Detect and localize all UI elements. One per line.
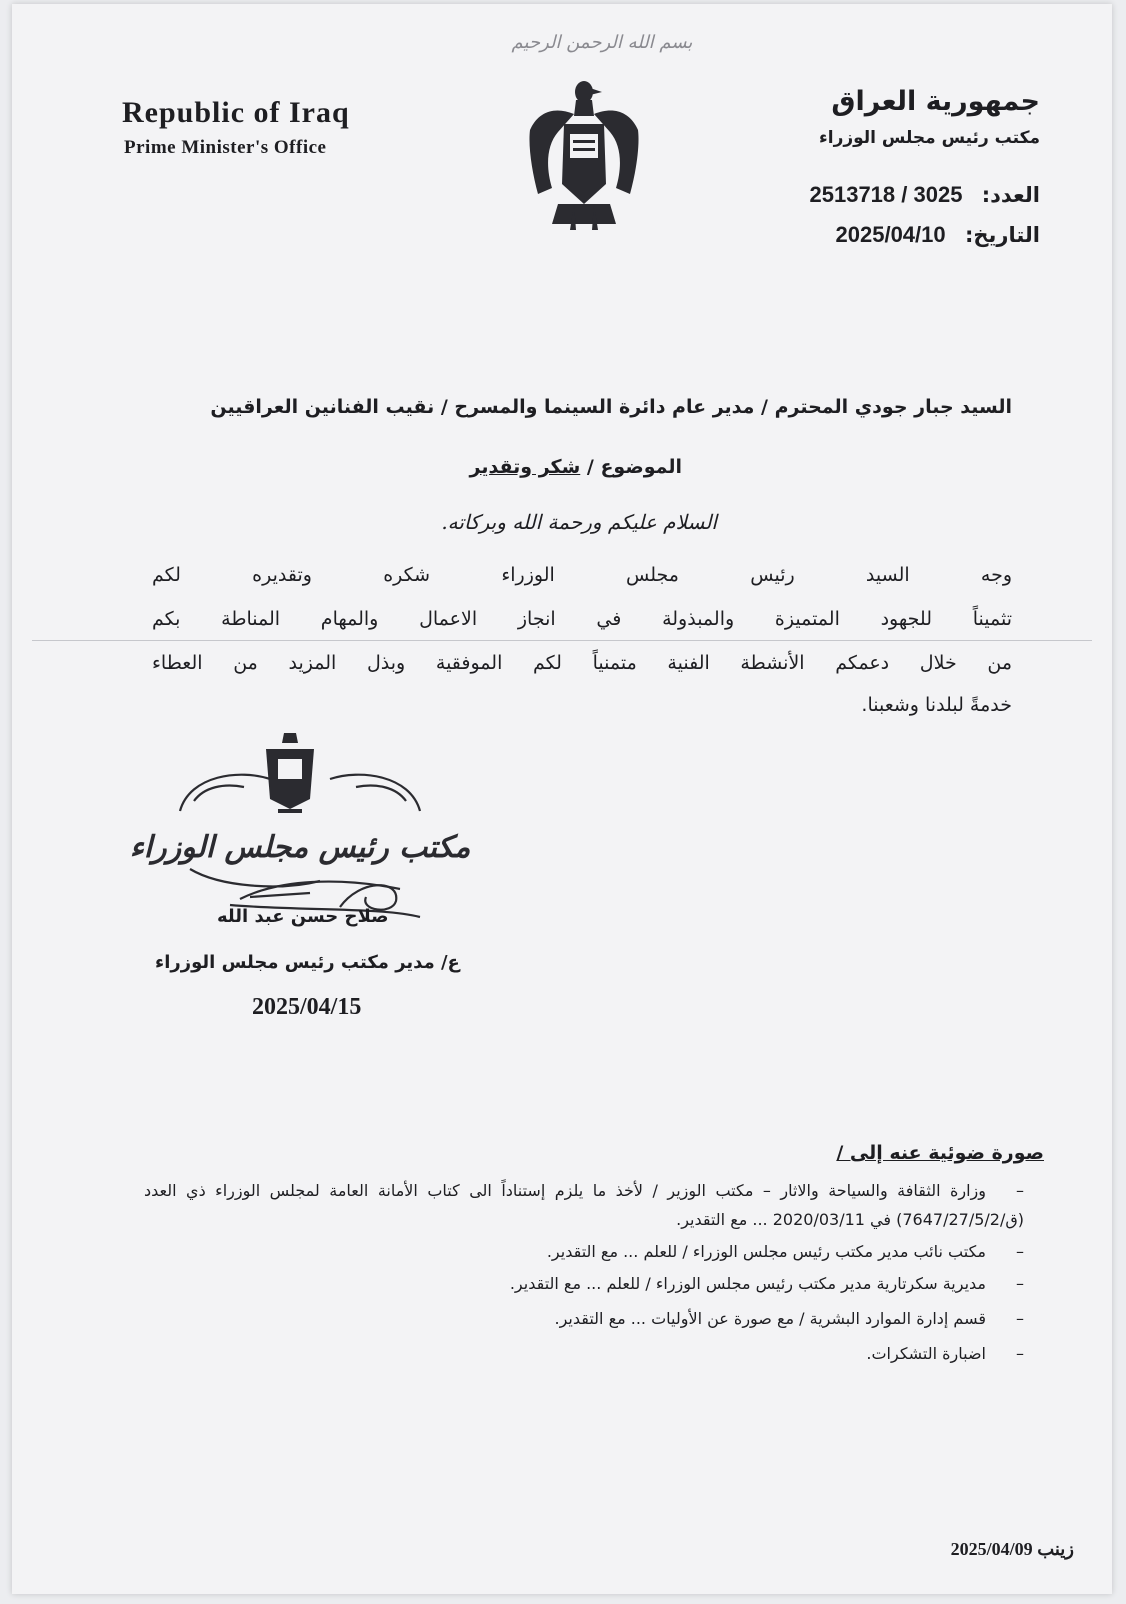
copy-recipient <box>547 1242 1024 1261</box>
subject-line <box>470 456 682 478</box>
reference-number <box>810 182 1041 208</box>
paper-fold-line <box>32 640 1092 641</box>
iraq-eagle-emblem <box>524 76 644 236</box>
typist-name: زينب <box>1037 1539 1074 1559</box>
letterhead-title-en: Republic of Iraq <box>122 96 350 129</box>
copy-recipient-primary <box>144 1176 1024 1234</box>
reference-value: 2513718 / 3025 <box>809 182 963 207</box>
basmala: بسم الله الرحمن الرحيم <box>511 32 693 53</box>
date-label: التاريخ: <box>964 223 1040 247</box>
stamp-text: مكتب رئيس مجلس الوزراء <box>129 830 471 865</box>
letter-date <box>836 222 1040 248</box>
office-stamp <box>129 729 471 929</box>
body-line: من خلال دعمكم الأنشطة الفنية متمنياً لكم الموفقية وبذل المزيد من العطاء <box>152 652 1012 674</box>
list-dash: – <box>1016 1242 1024 1261</box>
letterhead-office-ar: مكتب رئيس مجلس الوزراء <box>819 128 1040 148</box>
subject-label: الموضوع / <box>586 456 682 478</box>
typist-date: 2025/04/09 <box>950 1539 1033 1559</box>
list-dash: – <box>1016 1344 1024 1363</box>
copy-recipient-text: مديرية سكرتارية مدير مكتب رئيس مجلس الوزراء / للعلم ... مع التقدير. <box>509 1274 986 1293</box>
body-line: وجه السيد رئيس مجلس الوزراء شكره وتقديره لكم <box>152 564 1012 586</box>
subject-value: شكر وتقدير <box>469 456 581 478</box>
letter-page <box>12 4 1112 1594</box>
copy-recipient-text: اضبارة التشكرات. <box>866 1344 986 1363</box>
copies-heading: صورة ضوئية عنه إلى / <box>836 1142 1044 1164</box>
letterhead-title-ar: جمهورية العراق <box>831 86 1040 117</box>
list-dash: – <box>1016 1274 1024 1293</box>
copy-recipient-text: مكتب نائب مدير مكتب رئيس مجلس الوزراء / للعلم ... مع التقدير. <box>546 1242 986 1261</box>
copy-recipient <box>554 1309 1024 1328</box>
list-dash: – <box>1016 1309 1024 1328</box>
copy-recipient <box>866 1344 1024 1363</box>
signatory-name: صلاح حسن عبد الله <box>217 906 389 927</box>
signature-date: 2025/04/15 <box>252 994 362 1020</box>
reference-label: العدد: <box>981 183 1040 207</box>
body-line: تثميناً للجهود المتميزة والمبذولة في انجاز الاعمال والمهام المناطة بكم <box>152 608 1012 630</box>
signatory-title: ع/ مدير مكتب رئيس مجلس الوزراء <box>155 952 460 973</box>
typist-footer <box>943 1539 1074 1560</box>
body-line: خدمةً لبلدنا وشعبنا. <box>861 694 1012 716</box>
copy-recipient-text: وزارة الثقافة والسياحة والاثار – مكتب الوزير / لأخذ ما يلزم إستناداً الى كتاب الأمانة العامة لمجلس الوزراء ذي العدد (ق/7647/27/5/2) في 2020/03/11 ... مع التقدير. <box>144 1181 1024 1229</box>
greeting: السلام عليكم ورحمة الله وبركاته. <box>441 510 717 534</box>
date-value: 2025/04/10 <box>835 222 946 247</box>
copy-recipient-text: قسم إدارة الموارد البشرية / مع صورة عن الأوليات ... مع التقدير. <box>554 1309 986 1328</box>
addressee: السيد جبار جودي المحترم / مدير عام دائرة السينما والمسرح / نقيب الفنانين العراقيين <box>210 396 1012 418</box>
letterhead-office-en: Prime Minister's Office <box>124 137 327 158</box>
copy-recipient <box>510 1274 1024 1293</box>
list-dash: – <box>1016 1181 1024 1200</box>
